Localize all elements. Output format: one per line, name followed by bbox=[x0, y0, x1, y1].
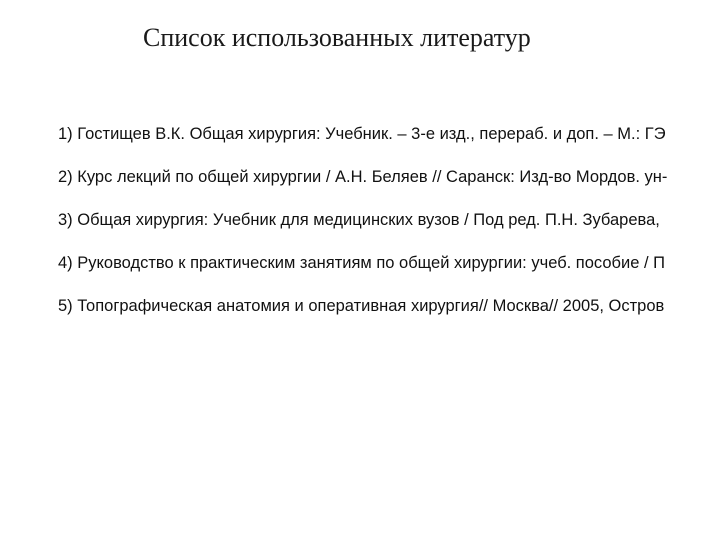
slide-title: Список использованных литератур bbox=[143, 23, 531, 52]
reference-item-4: 4) Руководство к практическим занятиям по общей хирургии: учеб. пособие / П bbox=[58, 254, 665, 272]
reference-item-2: 2) Курс лекций по общей хирургии / А.Н. Беляев // Саранск: Изд-во Мордов. ун- bbox=[58, 168, 668, 186]
reference-item-5: 5) Топографическая анатомия и оперативная хирургия// Москва// 2005, Остров bbox=[58, 297, 665, 315]
reference-list bbox=[58, 124, 667, 339]
reference-item-1: 1) Гостищев В.К. Общая хирургия: Учебник. – 3-е изд., перераб. и доп. – М.: ГЭ bbox=[58, 125, 666, 143]
reference-item-3: 3) Общая хирургия: Учебник для медицинских вузов / Под ред. П.Н. Зубарева, bbox=[58, 211, 660, 229]
